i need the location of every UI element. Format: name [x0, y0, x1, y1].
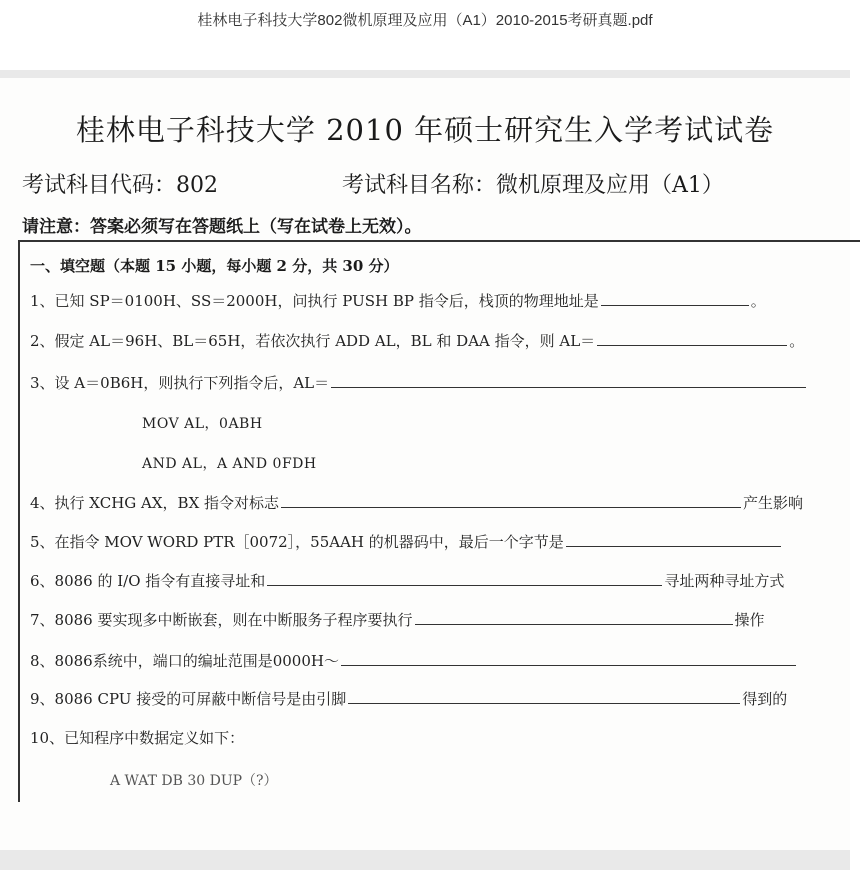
code-line-1: MOV AL，0ABH [142, 416, 263, 432]
section-title: 一、填空题（本题 15 小题，每小题 2 分，共 30 分） [30, 257, 399, 275]
answer-blank [597, 344, 787, 346]
answer-blank [331, 386, 806, 388]
document-file-title: 桂林电子科技大学802微机原理及应用（A1）2010-2015考研真题.pdf [197, 12, 653, 29]
title-bar-divider [0, 70, 850, 78]
answer-blank [348, 702, 740, 704]
question-10: 10、已知程序中数据定义如下： [30, 729, 245, 747]
question-4: 4、执行 XCHG AX，BX 指令对标志 产生影响 [30, 494, 804, 512]
code-line-2: AND AL，A AND 0FDH [142, 456, 317, 472]
exam-title: 桂林电子科技大学 2010 年硕士研究生入学考试试卷 [75, 113, 775, 147]
answer-blank [267, 584, 662, 586]
subject-name: 考试科目名称：微机原理及应用（A1） [342, 173, 724, 198]
subject-code: 考试科目代码：802 [22, 173, 218, 198]
question-5: 5、在指令 MOV WORD PTR［0072］，55AAH 的机器码中，最后一个字节是 [30, 531, 783, 552]
answer-blank [566, 545, 781, 547]
answer-blank [341, 664, 796, 666]
question-1: 1、已知 SP＝0100H、SS＝2000H，问执行 PUSH BP 指令后，栈顶的物理地址是 。 [30, 292, 766, 310]
question-3: 3、设 A＝0B6H，则执行下列指令后，AL＝ [30, 372, 808, 393]
question-box [18, 240, 860, 802]
question-2: 2、假定 AL＝96H、BL＝65H，若依次执行 ADD AL，BL 和 DAA 指令，则 AL＝ 。 [30, 332, 805, 350]
answer-blank [601, 304, 749, 306]
question-9: 9、8086 CPU 接受的可屏蔽中断信号是由引脚 得到的 [30, 690, 788, 708]
answer-notice: 请注意：答案必须写在答题纸上（写在试卷上无效）。 [22, 217, 422, 237]
answer-blank [281, 506, 741, 508]
question-7: 7、8086 要实现多中断嵌套，则在中断服务子程序要执行 操作 [30, 611, 765, 629]
viewer-title-bar [0, 0, 850, 70]
cut-off-code-line [110, 770, 278, 778]
question-6: 6、8086 的 I/O 指令有直接寻址和 寻址两种寻址方式 [30, 572, 785, 590]
subject-info-line [22, 168, 850, 199]
question-8: 8、8086系统中，端口的编址范围是0000H～ [30, 650, 798, 671]
answer-blank [415, 623, 733, 625]
viewer-bottom-bar [0, 850, 850, 870]
